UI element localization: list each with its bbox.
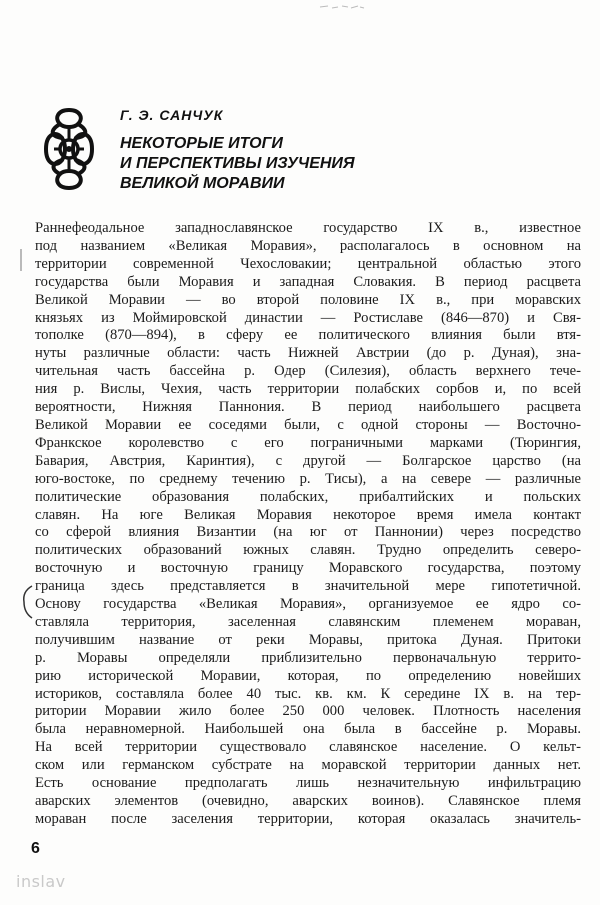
body-line: ния р. Вислы, Чехия, часть территории полабских сорбов и, по всей [35,381,581,398]
body-line: под названием «Великая Моравия», располагалось в основном на [35,237,581,254]
body-line: юго-востоке, по среднему течению р. Тисы), а на севере — различные [35,470,581,487]
body-line: ритории Моравии жило более 250 000 человек. Плотность населения [35,703,581,720]
body-line: Великой Моравии — во второй половине IX в., при моравских [35,291,581,308]
watermark: inslav [16,872,66,891]
body-line: политических образований южных славян. Трудно определить северо- [35,542,581,559]
body-line: славян. На юге Великая Моравия некоторое время имела контакт [35,506,581,523]
article-title [120,134,355,194]
article-body [35,220,581,829]
title-line: И ПЕРСПЕКТИВЫ ИЗУЧЕНИЯ [120,155,355,172]
margin-bracket-mark-icon [20,584,34,620]
body-line: мораван после заселения территории, которая оказалась значитель- [35,810,581,827]
body-line: государства были Моравия и западная Словакия. В период расцвета [35,273,581,290]
body-line: получившим название от реки Моравы, притока Дуная. Притоки [35,631,581,648]
body-line: Основу государства «Великая Моравия», организуемое ее ядро со- [35,596,581,613]
body-line: нуты различные области: часть Нижней Австрии (до р. Дуная), зна- [35,345,581,362]
body-line: р. Моравы определяли приблизительно первоначальную террито- [35,649,581,666]
body-line: Раннефеодальное западнославянское государство IX в., известное [35,220,581,236]
body-line: Франкское королевство с его пограничными марками (Тюрингия, [35,434,581,451]
title-line: НЕКОТОРЫЕ ИТОГИ [120,135,283,152]
body-line: Есть основание предполагать лишь незначительную инфильтрацию [35,775,581,792]
scan-artifact-icon [318,3,366,11]
body-line: историков, составляла более 40 тыс. кв. км. К середине IX в. на тер- [35,685,581,702]
celtic-knot-ornament-icon [40,106,98,192]
body-line: граница здесь представляется в значительной мере гипотетичной. [35,578,581,595]
body-line: была неравномерной. Наибольшей она была в бассейне р. Моравы. [35,721,581,738]
body-line: территории современной Чехословакии; центральной областью этого [35,255,581,272]
body-line: ставляла территория, заселенная славянским племенем мораван, [35,613,581,630]
margin-tick-mark-icon [18,248,24,272]
page-number: 6 [31,840,40,857]
body-line: тополке (870—894), в сферу ее политического влияния были втя- [35,327,581,344]
body-line: Бавария, Австрия, Каринтия), с другой — Болгарское царство (на [35,452,581,469]
body-line: рию исторической Моравии, которая, по определению новейших [35,667,581,684]
body-line: чительная часть бассейна р. Одер (Силезия), область верхнего тече- [35,363,581,380]
body-line: со сферой влияния Византии (на юг от Паннонии) через посредство [35,524,581,541]
article-author: Г. Э. САНЧУК [120,107,224,123]
body-line: князьях из Моймировской династии — Ростиславе (846—870) и Свя- [35,309,581,326]
body-line: восточную и восточную границу Моравского государства, поэтому [35,560,581,577]
body-line: Великой Моравии ее соседями были, с одной стороны — Восточно- [35,416,581,433]
body-line: вероятности, Нижняя Паннония. В период наибольшего расцвета [35,399,581,416]
body-line: ском или германском субстрате на моравской территории данных нет. [35,757,581,774]
title-line: ВЕЛИКОЙ МОРАВИИ [120,175,285,192]
body-line: аварских элементов (очевидно, аварских воинов). Славянское племя [35,793,581,809]
body-line: На всей территории существовало славянское население. О кельт- [35,739,581,756]
body-line: политические образования полабских, прибалтийских и польских [35,488,581,505]
